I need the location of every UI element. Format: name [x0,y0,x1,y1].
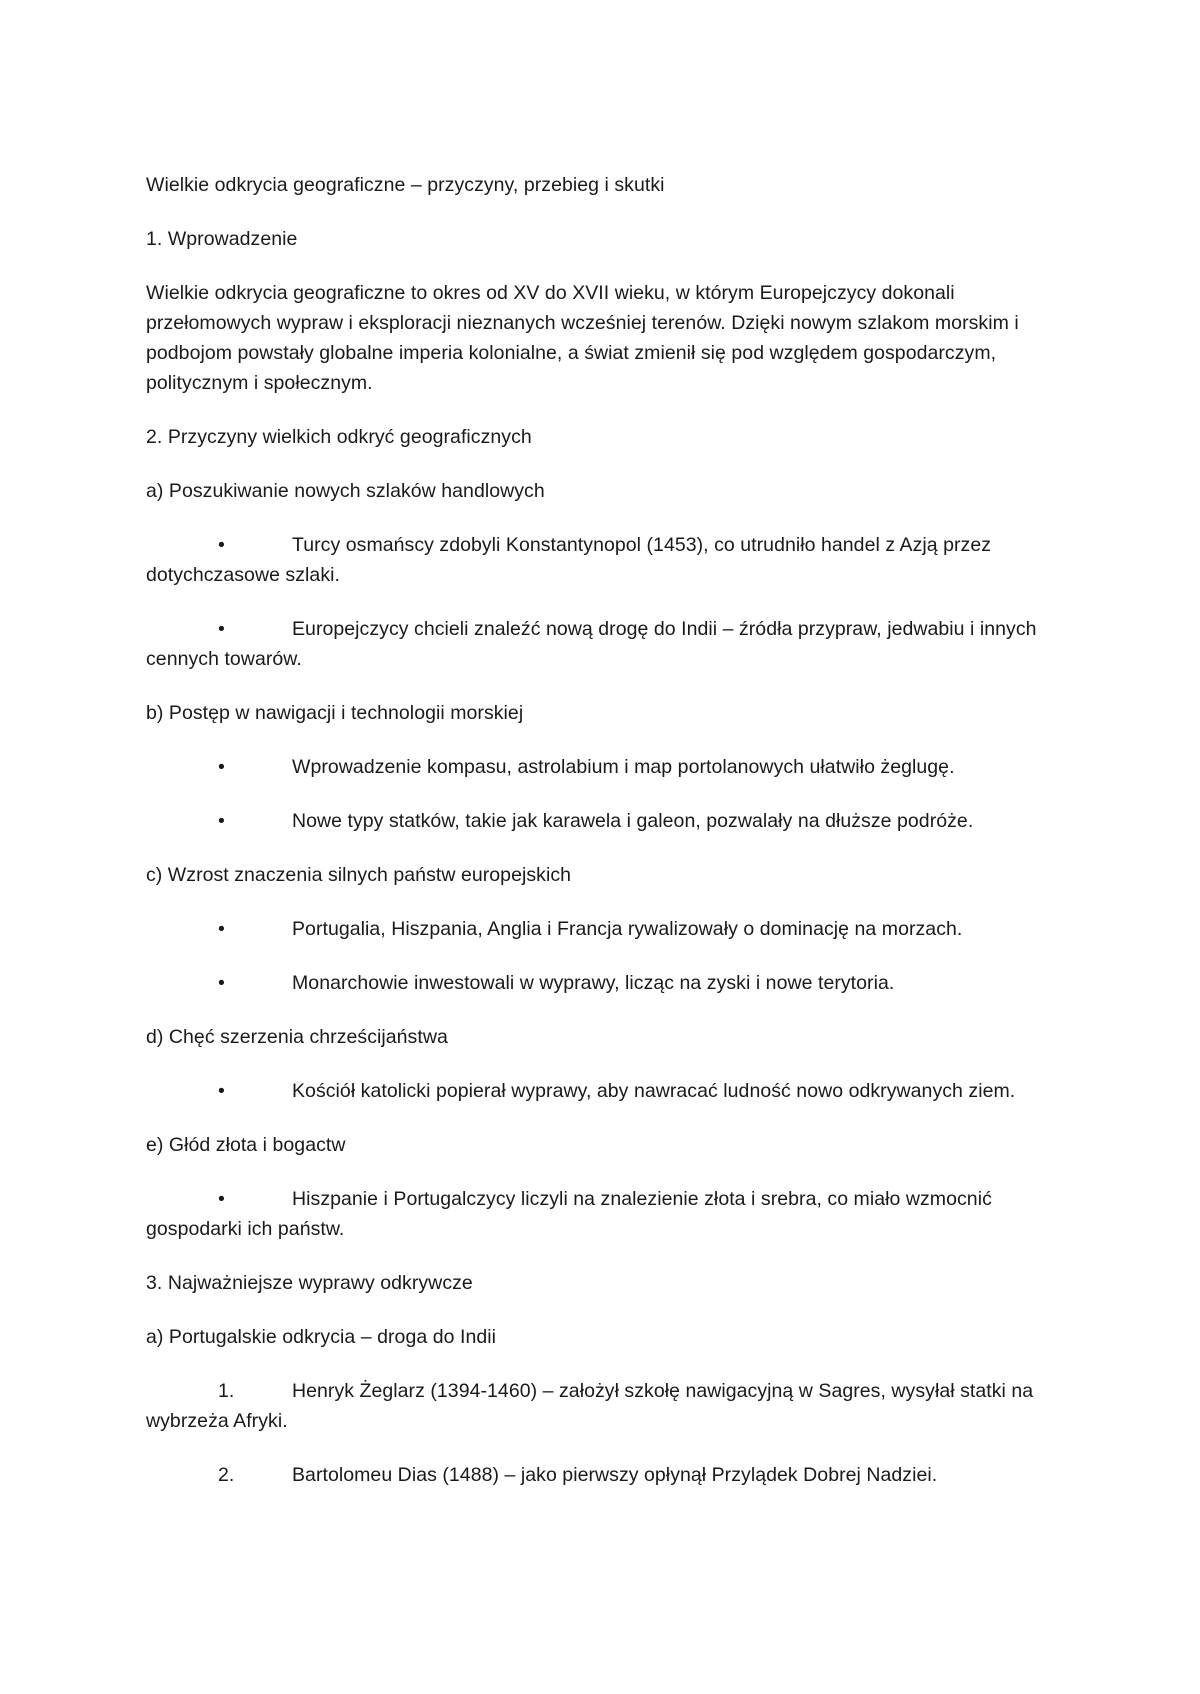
subheading-portuguese: a) Portugalskie odkrycia – droga do Indii [146,1326,496,1348]
numbered-item [146,1376,1066,1436]
bullet-item [146,914,1066,944]
bullet-marker: • [218,810,225,832]
bullet-marker: • [218,918,225,940]
bullet-marker: • [218,756,225,778]
bullet-text: Kościół katolicki popierał wyprawy, aby nawracać ludność nowo odkrywanych ziem. [292,1080,1016,1102]
bullet-text: Nowe typy statków, takie jak karawela i galeon, pozwalały na dłuższe podróże. [292,810,974,832]
document-body [146,170,1066,1514]
subheading-european-states: c) Wzrost znaczenia silnych państw europejskich [146,864,572,886]
introduction-paragraph: Wielkie odkrycia geograficzne to okres od XV do XVII wieku, w którym Europejczycy dokonali przełomowych wypraw i eksploracji nieznanych wcześniej terenów. Dzięki nowym szlakom morskim i podbojom powstały globalne imperia kolonialne, a świat zmienił się pod względem gospodarczym, politycznym i społecznym. [146,282,1019,394]
bullet-text: Wprowadzenie kompasu, astrolabium i map portolanowych ułatwiło żeglugę. [292,756,955,778]
subheading-trade-routes: a) Poszukiwanie nowych szlaków handlowych [146,480,545,502]
bullet-marker: • [218,972,225,994]
bullet-item [146,968,1066,998]
bullet-marker: • [218,534,225,556]
bullet-text: Portugalia, Hiszpania, Anglia i Francja rywalizowały o dominację na morzach. [292,918,963,940]
subheading-gold: e) Głód złota i bogactw [146,1134,346,1156]
bullet-marker: • [218,1188,225,1210]
bullet-item [146,614,1066,674]
subheading-christianity: d) Chęć szerzenia chrześcijaństwa [146,1026,448,1048]
bullet-marker: • [218,1080,225,1102]
subheading-navigation: b) Postęp w nawigacji i technologii morskiej [146,702,524,724]
bullet-text: Turcy osmańscy zdobyli Konstantynopol (1453), co utrudniło handel z Azją przez dotychczasowe szlaki. [146,534,992,586]
number-marker: 2. [218,1464,235,1486]
bullet-item [146,806,1066,836]
numbered-text: Bartolomeu Dias (1488) – jako pierwszy opłynął Przylądek Dobrej Nadziei. [292,1464,938,1486]
bullet-text: Hiszpanie i Portugalczycy liczyli na znalezienie złota i srebra, co miało wzmocnić gospodarki ich państw. [146,1188,992,1240]
bullet-text: Europejczycy chcieli znaleźć nową drogę do Indii – źródła przypraw, jedwabiu i innych cennych towarów. [146,618,1037,670]
document-title: Wielkie odkrycia geograficzne – przyczyny, przebieg i skutki [146,174,665,196]
numbered-text: Henryk Żeglarz (1394-1460) – założył szkołę nawigacyjną w Sagres, wysyłał statki na wybrzeża Afryki. [146,1380,1034,1432]
bullet-item [146,752,1066,782]
section-heading-expeditions: 3. Najważniejsze wyprawy odkrywcze [146,1272,473,1294]
number-marker: 1. [218,1380,235,1402]
numbered-item [146,1460,1066,1490]
bullet-text: Monarchowie inwestowali w wyprawy, licząc na zyski i nowe terytoria. [292,972,895,994]
section-heading-causes: 2. Przyczyny wielkich odkryć geograficznych [146,426,532,448]
section-heading-introduction: 1. Wprowadzenie [146,228,298,250]
bullet-item [146,530,1066,590]
bullet-marker: • [218,618,225,640]
bullet-item [146,1184,1066,1244]
bullet-item [146,1076,1066,1106]
